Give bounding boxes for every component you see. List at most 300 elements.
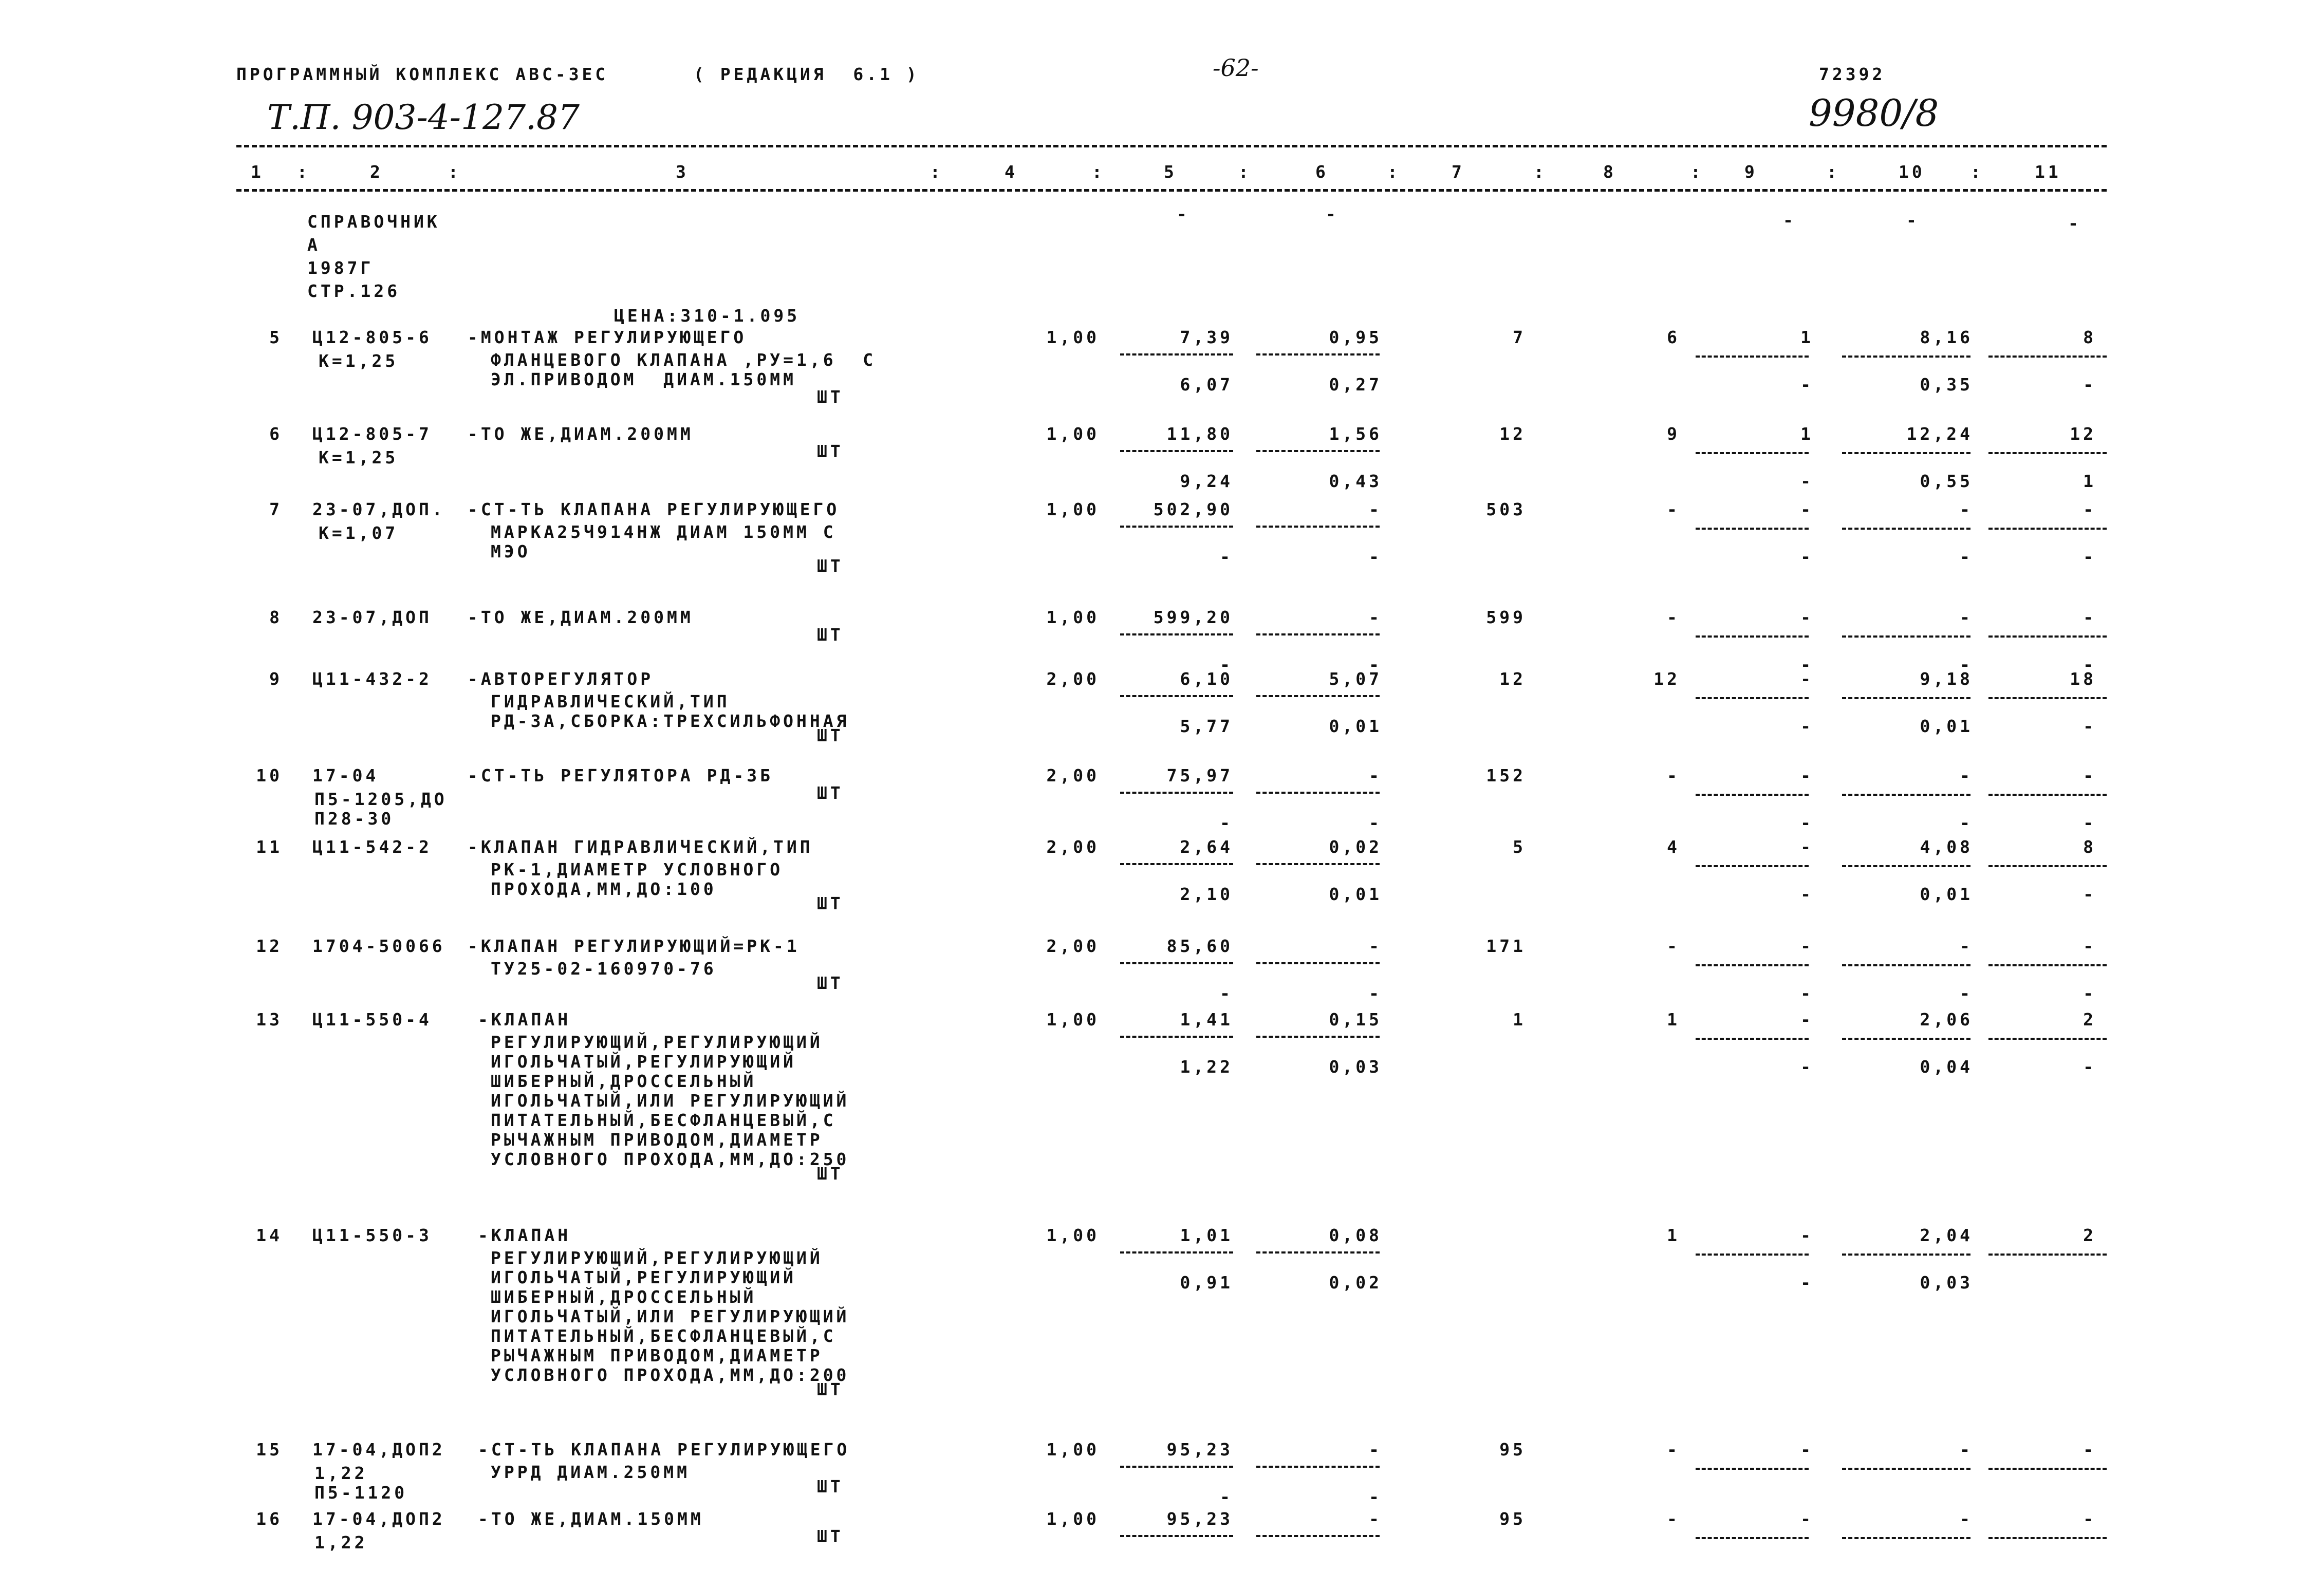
cell-c6b: -	[1369, 654, 1382, 675]
work-description: РЫЧАЖНЫМ ПРИВОДОМ,ДИАМЕТР	[491, 1345, 823, 1365]
cell-c8: -	[1667, 1439, 1680, 1460]
estimate-code: 17-04,ДОП2	[312, 1509, 445, 1529]
rule-col6	[1256, 863, 1380, 865]
rule-col5	[1120, 1251, 1233, 1254]
cell-c5b: -	[1220, 983, 1233, 1003]
cell-c5b: -	[1220, 654, 1233, 675]
work-description: -СТ-ТЬ КЛАПАНА РЕГУЛИРУЮЩЕГО	[478, 1439, 850, 1460]
work-description: ПИТАТЕЛЬНЫЙ,БЕСФЛАНЦЕВЫЙ,С	[491, 1110, 836, 1130]
cell-c11: -	[2083, 607, 2096, 627]
cell-c6b: 0,01	[1329, 716, 1382, 736]
cell-c7: 95	[1499, 1439, 1526, 1460]
cell-c10b: -	[1960, 547, 1973, 567]
cell-c11b: -	[2083, 547, 2096, 567]
work-description: ИГОЛЬЧАТЫЙ,ИЛИ РЕГУЛИРУЮЩИЙ	[491, 1306, 850, 1326]
cell-c6: -	[1369, 607, 1382, 627]
work-description: РЕГУЛИРУЮЩИЙ,РЕГУЛИРУЮЩИЙ	[491, 1248, 823, 1268]
cell-c5b: -	[1220, 547, 1233, 567]
column-separator: :	[1238, 162, 1252, 182]
cell-c5: 1,41	[1180, 1009, 1233, 1030]
cell-c10b: 0,01	[1920, 716, 1973, 736]
cell-c8: -	[1667, 765, 1680, 785]
row-number: 16	[256, 1509, 283, 1529]
unit-label: ШТ	[817, 893, 844, 913]
unit-label: ШТ	[817, 556, 844, 576]
rule-col6	[1256, 450, 1380, 452]
cell-c5b: 9,24	[1180, 471, 1233, 491]
unit-label: ШТ	[817, 973, 844, 993]
work-description: -СТ-ТЬ РЕГУЛЯТОРА РД-3Б	[468, 765, 773, 785]
work-description: ПРОХОДА,ММ,ДО:100	[491, 879, 717, 899]
rule-col6	[1256, 633, 1380, 635]
cell-c10b: 0,55	[1920, 471, 1973, 491]
rule-col9	[1696, 794, 1809, 796]
column-header-9: 9	[1744, 162, 1758, 182]
column-header-4: 4	[1005, 162, 1018, 182]
cell-c9b: -	[1800, 983, 1814, 1003]
cell-c9b: -	[1800, 1057, 1814, 1077]
cell-c6: 0,95	[1329, 327, 1382, 347]
page-number: -62-	[1213, 54, 1259, 82]
cell-c5: 75,97	[1166, 765, 1233, 785]
work-description: РК-1,ДИАМЕТР УСЛОВНОГО	[491, 859, 784, 880]
estimate-code: 1,22	[314, 1463, 368, 1483]
quantity: 2,00	[1046, 936, 1100, 956]
cell-c6: 0,15	[1329, 1009, 1382, 1030]
rule-col11	[1988, 1038, 2107, 1040]
estimate-code: 17-04	[312, 765, 379, 785]
project-code: Т.П. 903-4-127.87	[267, 98, 580, 137]
cell-c8: -	[1667, 1509, 1680, 1529]
work-description: -ТО ЖЕ,ДИАМ.150ММ	[478, 1509, 704, 1529]
rule-col6	[1256, 353, 1380, 356]
cell-c9b: -	[1800, 1273, 1814, 1293]
rule-col11	[1988, 964, 2107, 966]
row-number: 5	[269, 327, 283, 347]
work-description: -ТО ЖЕ,ДИАМ.200ММ	[468, 607, 694, 627]
column-separator: :	[1534, 162, 1547, 182]
rule-col9	[1696, 635, 1809, 638]
price-reference: ЦЕНА:310-1.095	[614, 306, 801, 326]
quantity: 1,00	[1046, 499, 1100, 519]
cell-c11: 18	[2070, 669, 2096, 689]
column-header-6: 6	[1315, 162, 1329, 182]
work-description: УСЛОВНОГО ПРОХОДА,ММ,ДО:250	[491, 1149, 850, 1169]
cell-c6: -	[1369, 499, 1382, 519]
work-description: МАРКА25Ч914НЖ ДИАМ 150ММ С	[491, 522, 836, 542]
rule-col9	[1696, 1038, 1809, 1040]
column-header-1: 1	[251, 162, 264, 182]
cell-c7: 599	[1486, 607, 1526, 627]
cell-c8: 9	[1667, 424, 1680, 444]
cell-c9: -	[1800, 499, 1814, 519]
work-description: РД-3А,СБОРКА:ТРЕХСИЛЬФОННАЯ	[491, 711, 850, 731]
column-header-2: 2	[370, 162, 383, 182]
row-number: 6	[269, 424, 283, 444]
cell-c10b: 0,35	[1920, 375, 1973, 395]
cell-c6b: 0,03	[1329, 1057, 1382, 1077]
doc-number: 72392	[1819, 64, 1886, 84]
estimate-code: Ц12-805-6	[312, 327, 432, 347]
estimate-code: Ц11-432-2	[312, 669, 432, 689]
cell-c11b: -	[2083, 1057, 2096, 1077]
cell-c10b: -	[1960, 654, 1973, 675]
row-number: 11	[256, 837, 283, 857]
rule-col11	[1988, 452, 2107, 454]
work-description: РЫЧАЖНЫМ ПРИВОДОМ,ДИАМЕТР	[491, 1130, 823, 1150]
cell-c10: -	[1960, 936, 1973, 956]
column-rule	[236, 189, 2107, 192]
source-line-3: 1987Г	[307, 258, 374, 278]
column-separator: :	[448, 162, 461, 182]
cell-c6: -	[1369, 936, 1382, 956]
rule-col5	[1120, 792, 1233, 794]
cell-c11b: -	[2083, 884, 2096, 904]
row-number: 10	[256, 765, 283, 785]
unit-label: ШТ	[817, 725, 844, 745]
estimate-code: К=1,07	[319, 523, 399, 543]
sheet-code: 9980/8	[1809, 91, 1939, 135]
rule-col5	[1120, 695, 1233, 697]
column-header-5: 5	[1164, 162, 1177, 182]
work-description: ИГОЛЬЧАТЫЙ,РЕГУЛИРУЮЩИЙ	[491, 1267, 796, 1287]
column-separator: :	[1827, 162, 1840, 182]
rule-col11	[1988, 865, 2107, 867]
work-description: ТУ25-02-160970-76	[491, 959, 717, 979]
cell-c10b: 0,03	[1920, 1273, 1973, 1293]
work-description: РЕГУЛИРУЮЩИЙ,РЕГУЛИРУЮЩИЙ	[491, 1032, 823, 1052]
cell-c10b: -	[1960, 813, 1973, 833]
program-name: ПРОГРАММНЫЙ КОМПЛЕКС АВС-ЗЕС	[236, 64, 609, 84]
cell-c6b: 0,43	[1329, 471, 1382, 491]
cell-c9: -	[1800, 1439, 1814, 1460]
estimate-code: 1,22	[314, 1532, 368, 1552]
cell-c10: 2,06	[1920, 1009, 1973, 1030]
rule-col9	[1696, 452, 1809, 454]
cell-c8: 4	[1667, 837, 1680, 857]
cell-c10: -	[1960, 765, 1973, 785]
header-rule	[236, 145, 2107, 147]
unit-label: ШТ	[817, 387, 844, 407]
rule-col6	[1256, 695, 1380, 697]
rule-col10	[1842, 1537, 1970, 1539]
cell-c5: 11,80	[1166, 424, 1233, 444]
cell-c11b: -	[2083, 375, 2096, 395]
cell-c5: 1,01	[1180, 1225, 1233, 1245]
intro-dash-10: -	[1906, 210, 1917, 230]
cell-c8: 12	[1653, 669, 1680, 689]
rule-col6	[1256, 1036, 1380, 1038]
rule-col10	[1842, 1254, 1970, 1256]
cell-c10: 2,04	[1920, 1225, 1973, 1245]
cell-c9b: -	[1800, 375, 1814, 395]
cell-c9b: -	[1800, 471, 1814, 491]
quantity: 2,00	[1046, 765, 1100, 785]
quantity: 1,00	[1046, 1439, 1100, 1460]
rule-col10	[1842, 964, 1970, 966]
cell-c6: -	[1369, 1509, 1382, 1529]
estimate-code: 1704-50066	[312, 936, 445, 956]
unit-label: ШТ	[817, 441, 844, 461]
cell-c9: -	[1800, 765, 1814, 785]
cell-c9: 1	[1800, 424, 1814, 444]
cell-c11b: -	[2083, 654, 2096, 675]
cell-c6: -	[1369, 1439, 1382, 1460]
cell-c11: -	[2083, 765, 2096, 785]
rule-col11	[1988, 794, 2107, 796]
quantity: 1,00	[1046, 607, 1100, 627]
cell-c7: 7	[1513, 327, 1526, 347]
cell-c6b: -	[1369, 813, 1382, 833]
cell-c10b: -	[1960, 983, 1973, 1003]
cell-c6: -	[1369, 765, 1382, 785]
quantity: 1,00	[1046, 1225, 1100, 1245]
cell-c10: -	[1960, 1509, 1973, 1529]
cell-c9: -	[1800, 837, 1814, 857]
cell-c6b: 0,01	[1329, 884, 1382, 904]
column-header-7: 7	[1452, 162, 1465, 182]
estimate-code: Ц11-542-2	[312, 837, 432, 857]
rule-col9	[1696, 356, 1809, 358]
rule-col11	[1988, 697, 2107, 699]
work-description: ФЛАНЦЕВОГО КЛАПАНА ,РУ=1,6 С	[491, 350, 877, 370]
rule-col9	[1696, 865, 1809, 867]
estimate-code: Ц11-550-4	[312, 1009, 432, 1030]
column-separator: :	[1092, 162, 1105, 182]
quantity: 2,00	[1046, 837, 1100, 857]
row-number: 7	[269, 499, 283, 519]
rule-col5	[1120, 526, 1233, 528]
rule-col5	[1120, 633, 1233, 635]
unit-label: ШТ	[817, 783, 844, 803]
cell-c10: 4,08	[1920, 837, 1973, 857]
cell-c8: 1	[1667, 1009, 1680, 1030]
rule-col11	[1988, 528, 2107, 530]
rule-col10	[1842, 452, 1970, 454]
rule-col10	[1842, 356, 1970, 358]
row-number: 15	[256, 1439, 283, 1460]
cell-c7: 95	[1499, 1509, 1526, 1529]
rule-col6	[1256, 962, 1380, 964]
rule-col5	[1120, 1535, 1233, 1537]
work-description: ГИДРАВЛИЧЕСКИЙ,ТИП	[491, 691, 730, 712]
intro-dash-11: -	[2068, 213, 2078, 233]
cell-c7: 12	[1499, 669, 1526, 689]
rule-col9	[1696, 1254, 1809, 1256]
cell-c5b: 6,07	[1180, 375, 1233, 395]
work-description: ШИБЕРНЫЙ,ДРОССЕЛЬНЫЙ	[491, 1071, 757, 1091]
rule-col11	[1988, 1537, 2107, 1539]
cell-c9b: -	[1800, 813, 1814, 833]
cell-c8: 1	[1667, 1225, 1680, 1245]
cell-c11: 2	[2083, 1225, 2096, 1245]
quantity: 1,00	[1046, 327, 1100, 347]
rule-col5	[1120, 962, 1233, 964]
cell-c9: -	[1800, 1509, 1814, 1529]
cell-c7: 5	[1513, 837, 1526, 857]
rule-col10	[1842, 635, 1970, 638]
quantity: 2,00	[1046, 669, 1100, 689]
quantity: 1,00	[1046, 1509, 1100, 1529]
cell-c6b: -	[1369, 1487, 1382, 1507]
cell-c5b: 1,22	[1180, 1057, 1233, 1077]
rule-col11	[1988, 1254, 2107, 1256]
rule-col9	[1696, 1537, 1809, 1539]
column-header-3: 3	[676, 162, 689, 182]
cell-c11: -	[2083, 1509, 2096, 1529]
unit-label: ШТ	[817, 1164, 844, 1184]
cell-c6b: -	[1369, 547, 1382, 567]
row-number: 9	[269, 669, 283, 689]
rule-col10	[1842, 794, 1970, 796]
row-number: 12	[256, 936, 283, 956]
rule-col11	[1988, 356, 2107, 358]
cell-c8: 6	[1667, 327, 1680, 347]
cell-c10: 8,16	[1920, 327, 1973, 347]
column-header-10: 10	[1899, 162, 1925, 182]
estimate-code: П5-1205,ДО	[314, 789, 448, 809]
cell-c11: 8	[2083, 837, 2096, 857]
cell-c10: -	[1960, 1439, 1973, 1460]
rule-col11	[1988, 635, 2107, 638]
work-description: ПИТАТЕЛЬНЫЙ,БЕСФЛАНЦЕВЫЙ,С	[491, 1326, 836, 1346]
cell-c9b: -	[1800, 716, 1814, 736]
source-line-1: СПРАВОЧНИК	[307, 212, 440, 232]
cell-c8: -	[1667, 499, 1680, 519]
rule-col6	[1256, 1466, 1380, 1468]
work-description: -КЛАПАН	[478, 1009, 571, 1030]
cell-c5: 2,64	[1180, 837, 1233, 857]
column-header-8: 8	[1603, 162, 1616, 182]
cell-c9b: -	[1800, 884, 1814, 904]
work-description: ЭЛ.ПРИВОДОМ ДИАМ.150ММ	[491, 369, 796, 389]
rule-col10	[1842, 528, 1970, 530]
cell-c9: -	[1800, 669, 1814, 689]
rule-col10	[1842, 1038, 1970, 1040]
cell-c5: 95,23	[1166, 1509, 1233, 1529]
column-header-11: 11	[2035, 162, 2061, 182]
cell-c6: 0,08	[1329, 1225, 1382, 1245]
cell-c11: 12	[2070, 424, 2096, 444]
intro-dash-5: -	[1177, 204, 1187, 224]
row-number: 13	[256, 1009, 283, 1030]
rule-col10	[1842, 1468, 1970, 1470]
cell-c6b: 0,02	[1329, 1273, 1382, 1293]
cell-c6: 5,07	[1329, 669, 1382, 689]
column-separator: :	[1690, 162, 1704, 182]
cell-c7: 152	[1486, 765, 1526, 785]
edition: ( РЕДАКЦИЯ 6.1 )	[694, 64, 920, 84]
cell-c11: 8	[2083, 327, 2096, 347]
cell-c7: 12	[1499, 424, 1526, 444]
cell-c6: 0,02	[1329, 837, 1382, 857]
cell-c9: -	[1800, 1225, 1814, 1245]
estimate-code: К=1,25	[319, 351, 399, 371]
unit-label: ШТ	[817, 1379, 844, 1399]
estimate-code: Ц11-550-3	[312, 1225, 432, 1245]
cell-c9: -	[1800, 1009, 1814, 1030]
cell-c8: -	[1667, 936, 1680, 956]
column-separator: :	[930, 162, 943, 182]
rule-col9	[1696, 697, 1809, 699]
rule-col5	[1120, 1466, 1233, 1468]
cell-c5b: -	[1220, 813, 1233, 833]
cell-c11: -	[2083, 499, 2096, 519]
intro-dash-6: -	[1326, 204, 1336, 224]
work-description: -КЛАПАН ГИДРАВЛИЧЕСКИЙ,ТИП	[468, 837, 813, 857]
work-description: ИГОЛЬЧАТЫЙ,ИЛИ РЕГУЛИРУЮЩИЙ	[491, 1091, 850, 1111]
cell-c10b: 0,01	[1920, 884, 1973, 904]
cell-c10: -	[1960, 607, 1973, 627]
unit-label: ШТ	[817, 1526, 844, 1546]
cell-c5: 599,20	[1153, 607, 1233, 627]
rule-col5	[1120, 1036, 1233, 1038]
rule-col5	[1120, 450, 1233, 452]
source-line-4: СТР.126	[307, 281, 401, 301]
cell-c6b: 0,27	[1329, 375, 1382, 395]
rule-col9	[1696, 1468, 1809, 1470]
estimate-code: П28-30	[314, 809, 395, 829]
cell-c5b: 0,91	[1180, 1273, 1233, 1293]
rule-col10	[1842, 865, 1970, 867]
work-description: -МОНТАЖ РЕГУЛИРУЮЩЕГО	[468, 327, 747, 347]
column-separator: :	[1970, 162, 1984, 182]
cell-c5: 95,23	[1166, 1439, 1233, 1460]
column-separator: :	[297, 162, 310, 182]
rule-col10	[1842, 697, 1970, 699]
cell-c7: 171	[1486, 936, 1526, 956]
intro-dash-9: -	[1783, 210, 1793, 230]
cell-c5: 7,39	[1180, 327, 1233, 347]
estimate-code: 17-04,ДОП2	[312, 1439, 445, 1460]
cell-c11b: -	[2083, 716, 2096, 736]
row-number: 14	[256, 1225, 283, 1245]
cell-c10: -	[1960, 499, 1973, 519]
cell-c8: -	[1667, 607, 1680, 627]
rule-col6	[1256, 792, 1380, 794]
quantity: 1,00	[1046, 424, 1100, 444]
cell-c5: 6,10	[1180, 669, 1233, 689]
estimate-code: К=1,25	[319, 447, 399, 467]
cell-c7: 1	[1513, 1009, 1526, 1030]
cell-c5: 85,60	[1166, 936, 1233, 956]
cell-c5b: 2,10	[1180, 884, 1233, 904]
row-number: 8	[269, 607, 283, 627]
column-separator: :	[1387, 162, 1401, 182]
rule-col6	[1256, 1535, 1380, 1537]
cell-c7: 503	[1486, 499, 1526, 519]
rule-col11	[1988, 1468, 2107, 1470]
cell-c11b: -	[2083, 813, 2096, 833]
rule-col5	[1120, 863, 1233, 865]
cell-c11b: 1	[2083, 471, 2096, 491]
work-description: ШИБЕРНЫЙ,ДРОССЕЛЬНЫЙ	[491, 1287, 757, 1307]
cell-c6: 1,56	[1329, 424, 1382, 444]
source-line-2: А	[307, 235, 321, 255]
unit-label: ШТ	[817, 1476, 844, 1497]
work-description: ИГОЛЬЧАТЫЙ,РЕГУЛИРУЮЩИЙ	[491, 1052, 796, 1072]
cell-c11: -	[2083, 936, 2096, 956]
cell-c6b: -	[1369, 983, 1382, 1003]
rule-col5	[1120, 353, 1233, 356]
estimate-code: 23-07,ДОП	[312, 607, 432, 627]
cell-c9: -	[1800, 936, 1814, 956]
cell-c9: 1	[1800, 327, 1814, 347]
cell-c11: -	[2083, 1439, 2096, 1460]
quantity: 1,00	[1046, 1009, 1100, 1030]
rule-col6	[1256, 526, 1380, 528]
estimate-code: Ц12-805-7	[312, 424, 432, 444]
